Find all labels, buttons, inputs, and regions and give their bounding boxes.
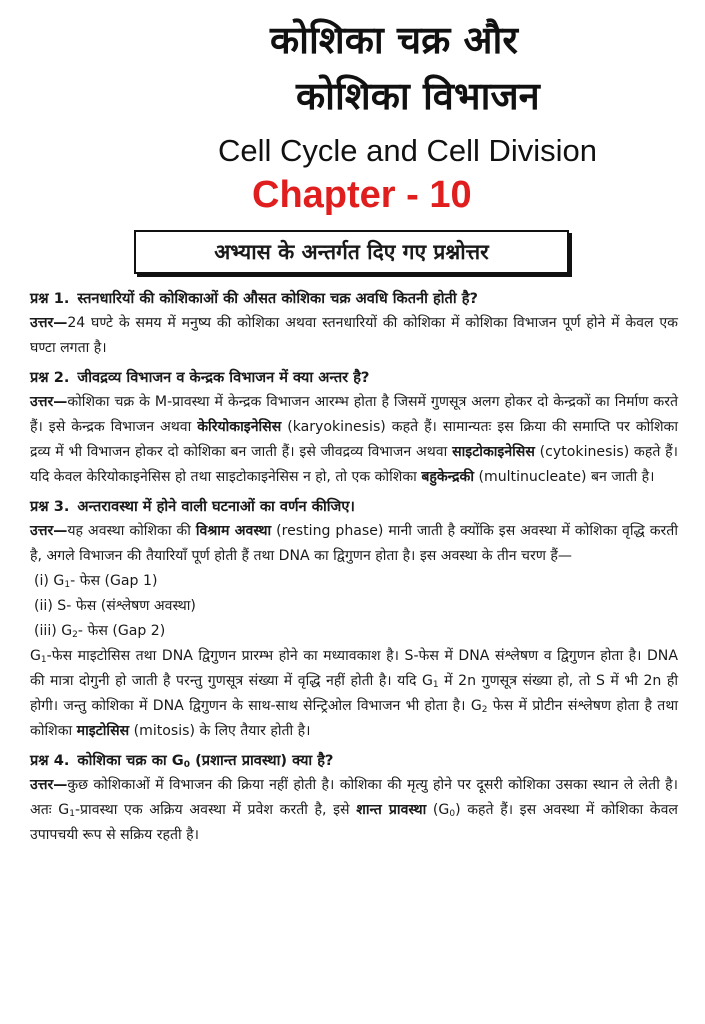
answer-3 <box>30 519 678 569</box>
question-3 <box>30 494 678 519</box>
question-4: प्रश्न 4. कोशिका चक्र का $G_0$ (प्रशान्त प्रावस्था) क्या है? <box>30 752 334 770</box>
answer-2-label: उत्तर— <box>30 394 68 410</box>
term-cytokinesis: साइटोकाइनेसिस <box>452 444 535 460</box>
term-karyokinesis: केरियोकाइनेसिस <box>197 419 282 435</box>
answer-2-part3: (cytokinesis) कहते हैं। यदि केवल केरियोकाइनेसिस हो तथा साइटोकाइनेसिस न हो, तो एक कोशिका <box>30 444 678 485</box>
hindi-title-line2: कोशिका विभाजन <box>296 74 540 118</box>
question-2-label: प्रश्न 2. <box>30 369 70 386</box>
list-item: (iii) $G_2-$ फेस (Gap 2) <box>34 623 166 640</box>
answer-1 <box>30 311 678 361</box>
question-1 <box>30 286 678 311</box>
term-quiescent-phase: शान्त प्रावस्था <box>356 802 427 818</box>
answer-2 <box>30 390 678 490</box>
answer-1-label: उत्तर— <box>30 315 68 331</box>
question-2-text: जीवद्रव्य विभाजन व केन्द्रक विभाजन में क्या अन्तर है? <box>77 369 370 386</box>
interphase-stages-list <box>30 569 678 644</box>
list-item: (ii) S- फेस (संश्लेषण अवस्था) <box>34 598 196 614</box>
question-1-text: स्तनधारियों की कोशिकाओं की औसत कोशिका चक्र अवधि कितनी होती है? <box>77 290 478 307</box>
question-1-label: प्रश्न 1. <box>30 290 70 307</box>
term-mitosis: माइटोसिस <box>76 723 130 739</box>
english-title: Cell Cycle and Cell Division <box>218 133 598 168</box>
hindi-title-line1: कोशिका चक्र और <box>270 18 518 62</box>
question-3-label: प्रश्न 3. <box>30 498 70 515</box>
question-4-label: प्रश्न 4. <box>30 752 70 769</box>
answer-2-part2: (karyokinesis) कहते हैं। सामान्यतः इस क्रिया की समाप्ति पर कोशिका द्रव्य में भी विभाजन होकर दो कोशिका बन जाती हैं। इसे जीवद्रव्य विभाजन अथवा <box>30 419 679 460</box>
term-multinucleate: बहुकेन्द्रकी <box>421 469 474 485</box>
answer-2-part4: (multinucleate) बन जाती है। <box>473 469 655 485</box>
answer-3-part1: यह अवस्था कोशिका की <box>67 523 196 539</box>
list-item: (i) $G_1-$ फेस (Gap 1) <box>34 573 158 590</box>
answer-3-part2: (resting phase) मानी जाती है क्योंकि इस अवस्था में कोशिका वृद्धि करती है, अगले विभाजन की तैयारियाँ पूर्ण होती हैं तथा DNA का द्विगुणन होता है। इस अवस्था के तीन चरण हैं— <box>30 523 678 564</box>
question-3-text: अन्तरावस्था में होने वाली घटनाओं का वर्णन कीजिए। <box>77 498 355 515</box>
answer-4-label: उत्तर— <box>30 777 68 793</box>
chapter-label: Chapter - 10 <box>252 174 472 216</box>
qa-content <box>30 282 678 848</box>
answer-2-part1: कोशिका चक्र के M-प्रावस्था में केन्द्रक विभाजन आरम्भ होता है जिसमें गुणसूत्र अलग होकर दो केन्द्रकों का निर्माण करते हैं। इसे केन्द्रक विभाजन अथवा <box>30 394 678 435</box>
term-resting-phase: विश्राम अवस्था <box>195 523 272 539</box>
answer-3-label: उत्तर— <box>30 523 68 539</box>
answer-4: उत्तर—कुछ कोशिकाओं में विभाजन की क्रिया नहीं होती है। कोशिका की मृत्यु होने पर दूसरी कोशिका उसका स्थान ले लेती है। अतः $G_1-प्रावस्था$ एक अक्रिय अवस्था में प्रवेश करती है, इसे शान्त प्रावस्था $(G_0)$ कहते हैं। इस अवस्था में कोशिका केवल उपापचयी रूप से सक्रिय रहती है। <box>30 777 678 843</box>
answer-3-paragraph: $G_1-फेस$ माइटोसिस तथा DNA द्विगुणन प्रारम्भ होने का मध्यावकाश है। S-फेस में DNA संश्लेषण व द्विगुणन होता है। DNA की मात्रा दोगुनी हो जाती है परन्तु गुणसूत्र संख्या में वृद्धि नहीं होती है। यदि $G_1$ में 2n गुणसूत्र संख्या हो, तो S में भी 2n ही होगी। जन्तु कोशिका में DNA द्विगुणन के साथ-साथ सेन्ट्रिओल विभाजन भी होता है। $G_2$ फेस में प्रोटीन संश्लेषण होता है तथा कोशिका माइटोसिस (mitosis) के लिए तैयार होती है। <box>30 648 678 739</box>
question-2 <box>30 365 678 390</box>
answer-1-text: 24 घण्टे के समय में मनुष्य की कोशिका अथवा स्तनधारियों की कोशिका में कोशिका विभाजन पूर्ण होने में केवल एक घण्टा लगता है। <box>30 315 678 356</box>
section-title: अभ्यास के अन्तर्गत दिए गए प्रश्नोत्तर <box>134 230 569 274</box>
